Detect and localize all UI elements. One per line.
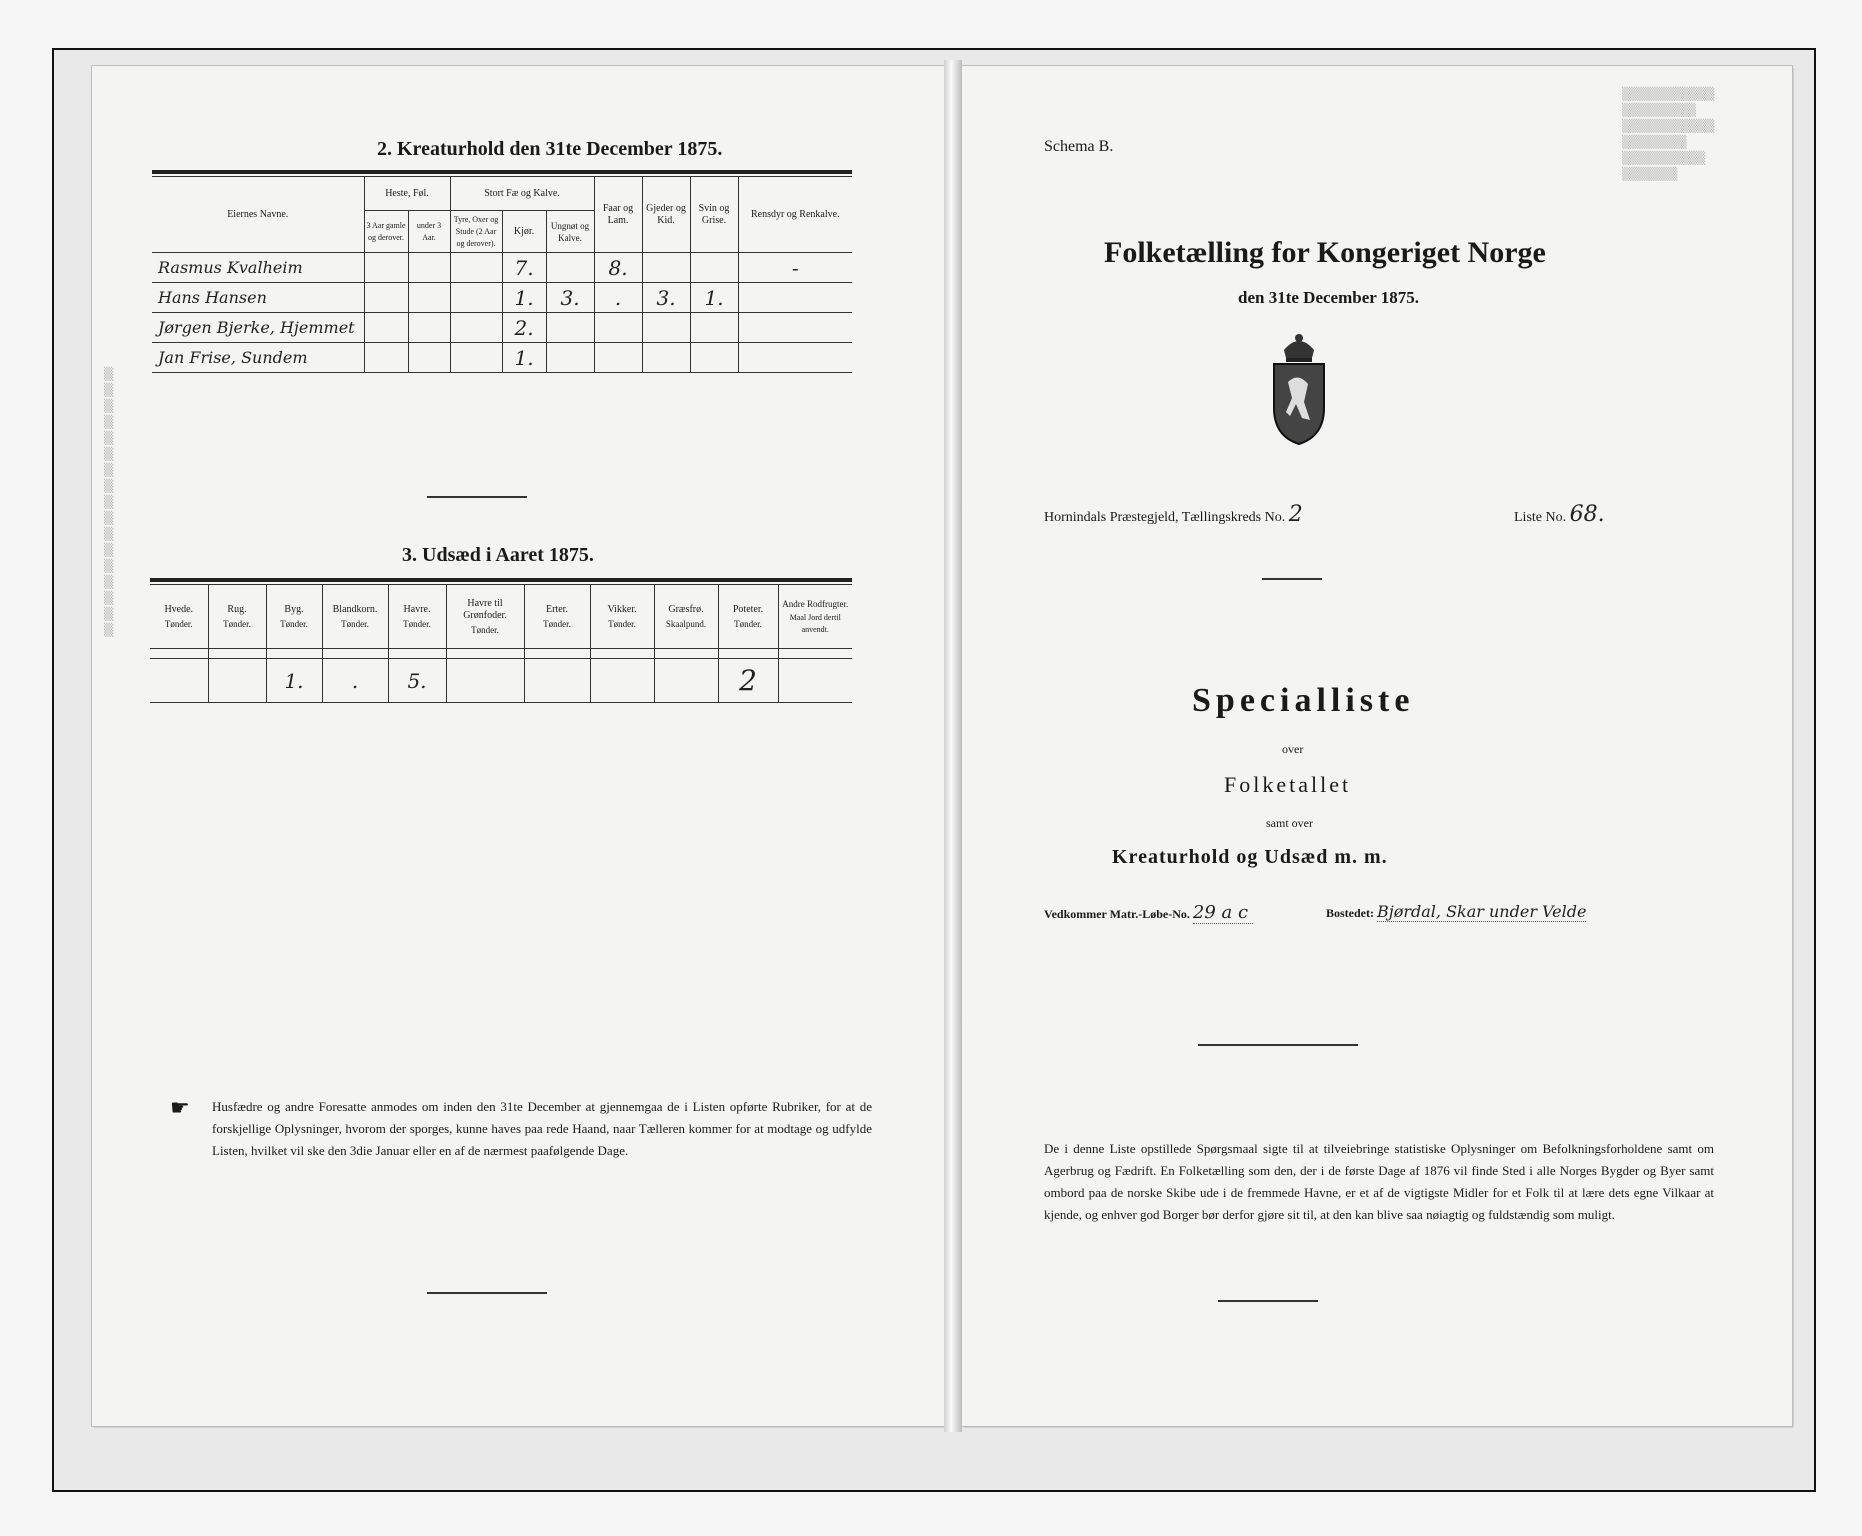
rensdyr-cell: - <box>738 253 852 283</box>
svin-cell <box>690 343 738 373</box>
rensdyr-cell <box>738 283 852 313</box>
col-owner: Eiernes Navne. <box>152 177 364 253</box>
kjer-cell: 2. <box>502 313 546 343</box>
faar-cell <box>594 343 642 373</box>
bleed-through-text: ▒ ▒ ▒ ▒ ▒ ▒ ▒ ▒ ▒ ▒ ▒ ▒ ▒ ▒ ▒ ▒ ▒ <box>104 367 114 637</box>
kjer-cell: 1. <box>502 283 546 313</box>
table-row <box>152 283 852 313</box>
owner-cell: Hans Hansen <box>152 283 364 313</box>
faar-cell: . <box>594 283 642 313</box>
col-svin: Svin og Grise. <box>690 177 738 253</box>
schema-label: Schema B. <box>1044 138 1114 155</box>
household-notice: Husfædre og andre Foresatte anmodes om inden den 31te December at gjennemgaa de i Listen opførte Rubriker, for at de forskjellige Oplysninger, hvorom der sporges, kunne haves paa rede Haand, naar Tælleren kommer for at modtage og udfylde Listen, hvilket vil ske den 3die Januar eller en af de nærmest paafølgende Dage. <box>212 1099 872 1158</box>
value-cell <box>208 659 266 703</box>
folketallet-text: Folketallet <box>1224 772 1352 797</box>
sowing-table <box>150 584 852 703</box>
section2-title: 2. Kreaturhold den 31te December 1875. <box>377 138 723 160</box>
col-græsfrø: Græsfrø. Skaalpund. <box>654 585 718 649</box>
col-andre-rodfrugter: Andre Rodfrugter. Maal Jord dertil anvendt. <box>778 585 852 649</box>
col-faar: Faar og Lam. <box>594 177 642 253</box>
table-row <box>152 313 852 343</box>
divider-rule <box>1262 578 1322 580</box>
bottom-divider <box>427 1292 547 1294</box>
ungnot-cell <box>546 343 594 373</box>
owner-cell: Jørgen Bjerke, Hjemmet <box>152 313 364 343</box>
bottom-divider <box>1218 1300 1318 1302</box>
right-page <box>962 66 1792 1426</box>
census-date: den 31te December 1875. <box>1238 288 1419 307</box>
bosted-value: Bjørdal, Skar under Velde <box>1377 902 1587 921</box>
samt-over-text: samt over <box>1266 816 1313 830</box>
value-cell <box>446 659 524 703</box>
section2-top-rule <box>152 170 852 174</box>
bosted-line <box>1326 902 1586 922</box>
value-cell: 5. <box>388 659 446 703</box>
value-cell <box>590 659 654 703</box>
matr-value: 29 a c <box>1193 902 1253 924</box>
col-rug: Rug. Tønder. <box>208 585 266 649</box>
col-blandkorn: Blandkorn. Tønder. <box>322 585 388 649</box>
ungnot-cell <box>546 253 594 283</box>
prestegjeld-line <box>1044 502 1303 527</box>
value-cell <box>654 659 718 703</box>
faar-cell <box>594 313 642 343</box>
section3-title: 3. Udsæd i Aaret 1875. <box>402 544 594 566</box>
divider-rule <box>427 496 527 498</box>
scan-frame <box>52 48 1816 1492</box>
owner-cell: Jan Frise, Sundem <box>152 343 364 373</box>
col-stort-ungnot: Ungnøt og Kalve. <box>546 211 594 253</box>
bleed-through-text: ▒▒▒▒▒▒▒▒▒▒ ▒▒▒▒▒▒▒▒ ▒▒▒▒▒▒▒▒▒▒ ▒▒▒▒▒▒▒ ▒▒▒▒▒▒▒▒▒ ▒▒▒▒▒▒ <box>1622 87 1715 181</box>
svin-cell: 1. <box>690 283 738 313</box>
col-havre: Havre. Tønder. <box>388 585 446 649</box>
table-row <box>152 253 852 283</box>
rensdyr-cell <box>738 343 852 373</box>
liste-number: 68. <box>1569 502 1605 527</box>
col-poteter: Poteter. Tønder. <box>718 585 778 649</box>
census-title: Folketælling for Kongeriget Norge <box>1104 236 1546 269</box>
value-cell: . <box>322 659 388 703</box>
svin-cell <box>690 253 738 283</box>
col-stort-tyre: Tyre, Oxer og Stude (2 Aar og derover). <box>450 211 502 253</box>
table-row <box>150 659 852 703</box>
col-erter: Erter. Tønder. <box>524 585 590 649</box>
col-havre-gronfoder: Havre til Grønfoder. Tønder. <box>446 585 524 649</box>
col-heste-young: under 3 Aar. <box>408 211 450 253</box>
col-stort-kjer: Kjør. <box>502 211 546 253</box>
kreaturhold-text: Kreaturhold og Udsæd m. m. <box>1112 846 1388 868</box>
book-spine <box>944 60 962 1432</box>
col-rensdyr: Rensdyr og Renkalve. <box>738 177 852 253</box>
value-cell: 1. <box>266 659 322 703</box>
faar-cell: 8. <box>594 253 642 283</box>
left-page <box>92 66 944 1426</box>
prestegjeld-label: Hornindals Præstegjeld, Tællingskreds No. <box>1044 510 1286 525</box>
table-row <box>152 343 852 373</box>
value-cell <box>778 659 852 703</box>
matr-label: Vedkommer Matr.-Løbe-No. <box>1044 907 1190 921</box>
kjer-cell: 1. <box>502 343 546 373</box>
ungnot-cell <box>546 313 594 343</box>
gjeder-cell <box>642 313 690 343</box>
col-stort-group: Stort Fæ og Kalve. <box>450 177 594 211</box>
krets-number: 2 <box>1288 502 1303 527</box>
col-vikker: Vikker. Tønder. <box>590 585 654 649</box>
liste-label: Liste No. <box>1514 510 1567 525</box>
col-heste-old: 3 Aar gamle og derover. <box>364 211 408 253</box>
coat-of-arms-icon <box>1264 328 1334 448</box>
pointing-hand-icon: ☛ <box>170 1096 190 1121</box>
rensdyr-cell <box>738 313 852 343</box>
value-cell: 2 <box>718 659 778 703</box>
owner-cell: Rasmus Kvalheim <box>152 253 364 283</box>
divider-rule <box>1198 1044 1358 1046</box>
value-cell <box>524 659 590 703</box>
kjer-cell: 7. <box>502 253 546 283</box>
bosted-label: Bostedet: <box>1326 906 1374 920</box>
gjeder-cell: 3. <box>642 283 690 313</box>
liste-line <box>1514 502 1605 527</box>
col-hvede: Hvede. Tønder. <box>150 585 208 649</box>
col-byg: Byg. Tønder. <box>266 585 322 649</box>
svin-cell <box>690 313 738 343</box>
gjeder-cell <box>642 253 690 283</box>
col-gjeder: Gjeder og Kid. <box>642 177 690 253</box>
section3-top-rule <box>150 578 852 582</box>
specialliste-title: Specialliste <box>1192 682 1415 719</box>
over-text: over <box>1282 742 1304 756</box>
gjeder-cell <box>642 343 690 373</box>
col-heste-group: Heste, Føl. <box>364 177 450 211</box>
value-cell <box>150 659 208 703</box>
footer-text: De i denne Liste opstillede Spørgsmaal sigte til at tilveiebringe statistiske Oplysninger om Befolkningsforholdene samt om Agerbrug og Fædrift. En Folketælling som den, der i de første Dage af 1876 vil finde Sted i alle Norges Bygder og Byer samt ombord paa de norske Skibe ude i de fremmede Havne, er et af de vigtigste Midler for et Folk til at lære dets egne Vilkaar at kjende, og enhver god Borger bør derfor gjøre sit til, at den kan blive saa nøiagtig og fuldstændig som muligt. <box>1044 1141 1714 1222</box>
matr-line <box>1044 902 1253 924</box>
livestock-table <box>152 176 852 373</box>
ungnot-cell: 3. <box>546 283 594 313</box>
